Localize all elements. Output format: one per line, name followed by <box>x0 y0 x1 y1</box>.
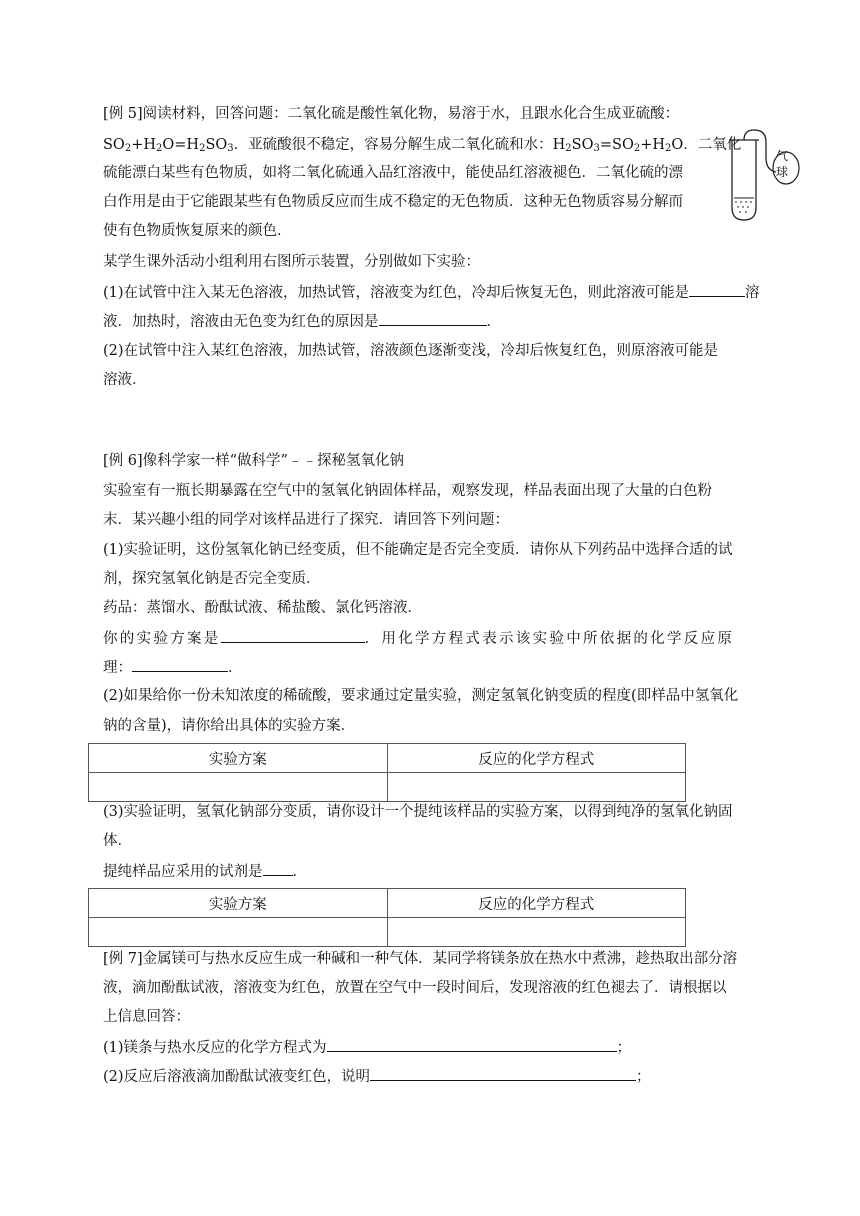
ex6-title: [例 6]像科学家一样“做科学”﹣﹣探秘氢氧化钠 <box>103 453 404 469</box>
question-text: (2)反应后溶液滴加酚酞试液变红色，说明 <box>103 1069 371 1085</box>
table-header-plan: 实验方案 <box>89 889 388 918</box>
table-header-equation: 反应的化学方程式 <box>387 889 686 918</box>
subscript: 2 <box>633 143 641 154</box>
ex6-line-2: 末．某兴趣小组的同学对该样品进行了探究．请回答下列问题： <box>103 512 509 528</box>
question-text: (1)在试管中注入某无色溶液，加热试管，溶液变为红色，冷却后恢复无色，则此溶液可能是 <box>103 285 690 301</box>
table-header-row <box>89 889 686 918</box>
answer-blank[interactable] <box>379 311 487 326</box>
question-text: ． <box>292 864 307 880</box>
ex6-question-2-cont: 钠的含量)，请你给出具体的实验方案． <box>103 718 356 734</box>
ex6-plan-cont <box>103 657 758 678</box>
text: SO <box>571 137 594 153</box>
subscript: 2 <box>565 143 572 154</box>
ex6-question-1-cont: 剂，探究氢氧化钠是否完全变质． <box>103 571 321 587</box>
question-text: 理： <box>103 660 132 676</box>
balloon-label: 气球 <box>776 149 789 179</box>
question-text: 液．加热时，溶液由无色变为红色的原因是 <box>103 314 379 330</box>
table-header-row <box>89 744 686 773</box>
ex5-line-4: 白作用是由于它能跟某些有色物质反应而生成不稳定的无色物质．这种无色物质容易分解而 <box>103 194 683 210</box>
table-header-equation: 反应的化学方程式 <box>387 744 686 773</box>
answer-table-2 <box>88 888 686 947</box>
ex6-drugs: 药品：蒸馏水、酚酞试液、稀盐酸、氯化钙溶液． <box>103 600 422 616</box>
question-text: 你的实验方案是 <box>103 631 221 647</box>
text: +H <box>640 137 666 153</box>
answer-blank[interactable] <box>689 282 745 297</box>
text: +H <box>131 137 156 153</box>
question-text: 溶 <box>745 285 760 301</box>
answer-blank[interactable] <box>221 628 365 643</box>
question-text: ； <box>636 1069 651 1085</box>
ex7-line-3: 上信息回答： <box>103 1009 190 1025</box>
ex5-line-1: [例 5]阅读材料，回答问题：二氧化硫是酸性氧化物，易溶于水，且跟水化合生成亚硫酸： <box>103 106 680 122</box>
ex7-line-1: [例 7]金属镁可与热水反应生成一种碱和一种气体．某同学将镁条放在热水中煮沸，趁热取出部分溶 <box>103 951 738 967</box>
question-text: 提纯样品应采用的试剂是 <box>103 864 263 880</box>
table-answer-row <box>89 918 686 947</box>
ex7-line-2: 液，滴加酚酞试液，溶液变为红色，放置在空气中一段时间后，发现溶液的红色褪去了．请根据以 <box>103 980 727 996</box>
ex5-line-6: 某学生课外活动小组利用右图所示装置，分别做如下实验： <box>103 254 480 270</box>
table-header-plan: 实验方案 <box>89 744 388 773</box>
table-cell-equation-answer[interactable] <box>387 918 686 947</box>
question-text: ． <box>486 314 501 330</box>
subscript: 3 <box>227 143 234 154</box>
question-text: ． <box>228 660 243 676</box>
ex5-line-3: 硫能漂白某些有色物质，如将二氧化硫通入品红溶液中，能使品红溶液褪色．二氧化硫的漂 <box>103 165 683 181</box>
ex6-plan <box>103 628 758 649</box>
text: ．亚硫酸很不稳定，容易分解生成二氧化硫和水：H <box>233 137 566 153</box>
table-cell-plan-answer[interactable] <box>89 773 388 802</box>
test-tube-balloon-figure <box>724 128 800 224</box>
subscript: 3 <box>593 143 600 154</box>
answer-blank[interactable] <box>327 1037 617 1052</box>
ex5-line-2 <box>103 135 742 159</box>
text: O=H <box>162 137 200 153</box>
ex5-question-1 <box>103 282 758 303</box>
subscript: 2 <box>199 143 206 154</box>
ex7-question-2 <box>103 1066 758 1087</box>
ex7-question-1 <box>103 1037 758 1058</box>
ex6-question-2: (2)如果给你一份未知浓度的稀硫酸，要求通过定量实验，测定氢氧化钠变质的程度(即样品中氢氧化 <box>103 688 739 704</box>
answer-blank[interactable] <box>370 1066 636 1081</box>
question-text: ； <box>616 1040 632 1056</box>
ex6-question-3-cont: 体． <box>103 833 132 849</box>
table-cell-equation-answer[interactable] <box>387 773 686 802</box>
text: =SO <box>599 137 634 153</box>
ex6-line-1: 实验室有一瓶长期暴露在空气中的氢氧化钠固体样品，观察发现，样品表面出现了大量的白色粉 <box>103 483 712 499</box>
text: O．二氧化 <box>671 137 742 153</box>
subscript: 2 <box>156 143 163 154</box>
text: SO <box>205 137 228 153</box>
ex5-question-2: (2)在试管中注入某红色溶液，加热试管，溶液颜色逐渐变浅，冷却后恢复红色，则原溶液可能是 <box>103 343 719 359</box>
ex6-question-3: (3)实验证明，氢氧化钠部分变质，请你设计一个提纯该样品的实验方案，以得到纯净的氢氧化钠固 <box>103 804 733 820</box>
ex6-reagent <box>103 861 758 882</box>
text: SO <box>103 137 125 153</box>
table-answer-row <box>89 773 686 802</box>
ex5-line-5: 使有色物质恢复原来的颜色． <box>103 223 292 239</box>
ex5-question-2-cont: 溶液． <box>103 372 147 388</box>
subscript: 2 <box>665 143 672 154</box>
answer-table-1 <box>88 743 686 802</box>
subscript: 2 <box>124 143 132 154</box>
answer-blank[interactable] <box>132 657 228 672</box>
question-text: (1)镁条与热水反应的化学方程式为 <box>103 1040 327 1056</box>
ex6-question-1: (1)实验证明，这份氢氧化钠已经变质，但不能确定是否完全变质．请你从下列药品中选择合适的试 <box>103 542 733 558</box>
ex5-question-1-cont <box>103 311 758 332</box>
answer-blank[interactable] <box>263 861 293 876</box>
question-text: ．用化学方程式表示该实验中所依据的化学反应原 <box>364 631 735 647</box>
table-cell-plan-answer[interactable] <box>89 918 388 947</box>
